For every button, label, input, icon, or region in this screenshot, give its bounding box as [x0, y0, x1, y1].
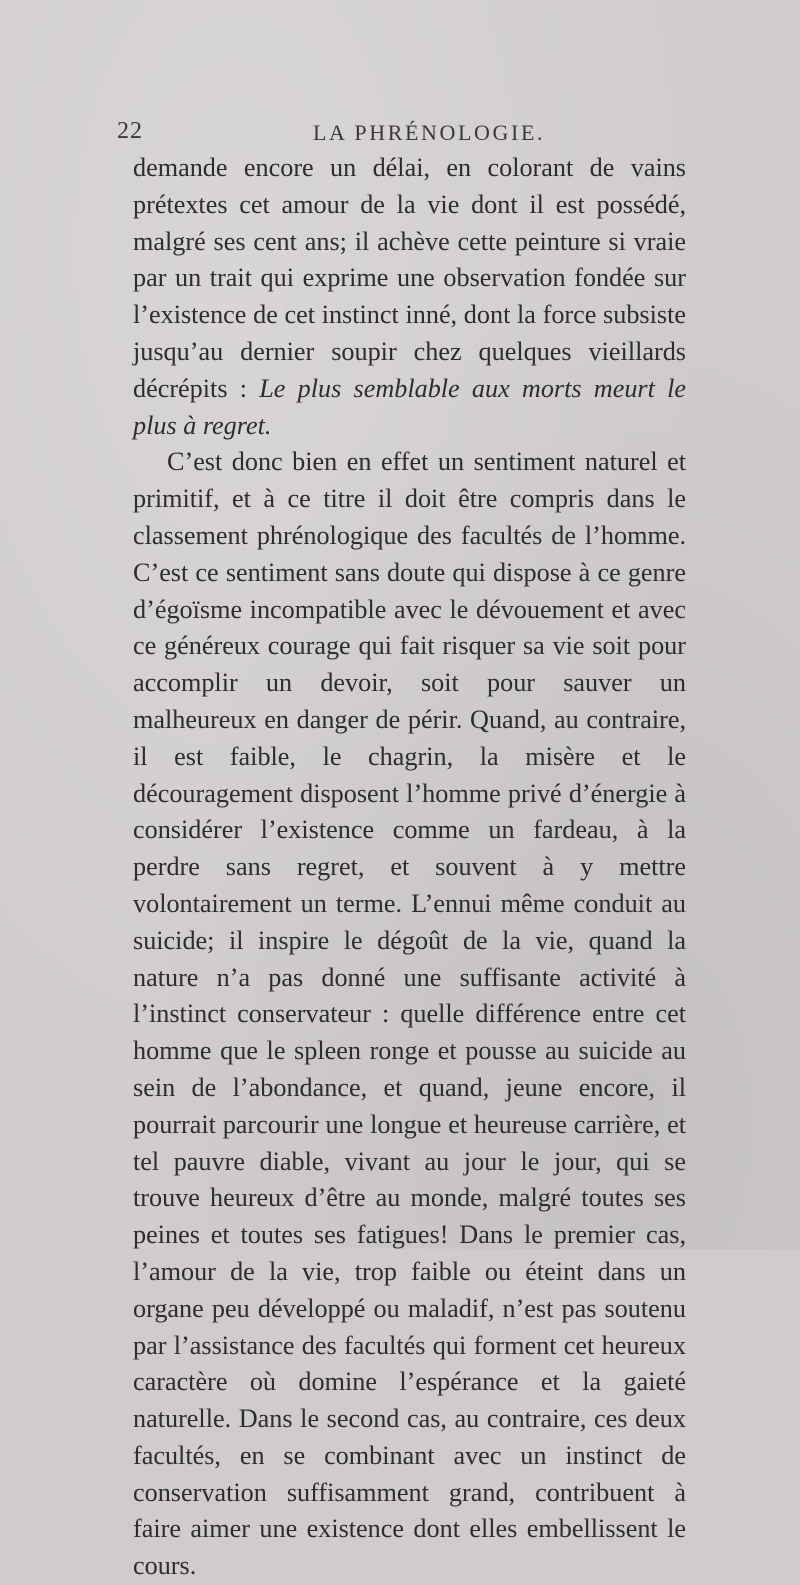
running-head: [117, 118, 687, 152]
italic-quotation: Le plus semblable aux morts meurt le plus à regret.: [133, 373, 687, 440]
paragraph-continued-text: demande encore un délai, en colorant de vains prétextes cet amour de la vie dont il est possédé, malgré ses cent ans; il achève cette peinture si vraie par un trait qui exprime une observation fondée sur l’existence de cet instinct inné, dont la force subsiste jusqu’au dernier soupir chez quelques vieillards décrépits :: [133, 153, 686, 403]
body-text: [133, 150, 686, 1585]
paragraph-continued: [133, 150, 686, 444]
page-number: 22: [117, 118, 143, 144]
running-title: LA PHRÉNOLOGIE.: [313, 120, 546, 145]
paragraph-main: C’est donc bien en effet un sentiment naturel et primitif, et à ce titre il doit être compris dans le classement phrénologique des facultés de l’homme. C’est ce sentiment sans doute qui dispose à ce genre d’égoïsme incompatible avec le dévouement et avec ce généreux courage qui fait risquer sa vie soit pour accomplir un devoir, soit pour sauver un malheureux en danger de périr. Quand, au contraire, il est faible, le chagrin, la misère et le découragement disposent l’homme privé d’énergie à considérer l’existence comme un fardeau, à la perdre sans regret, et souvent à y mettre volontairement un terme. L’ennui même conduit au suicide; il inspire le dégoût de la vie, quand la nature n’a pas donné une suffisante activité à l’instinct conservateur : quelle différence entre cet homme que le spleen ronge et pousse au suicide au sein de l’abondance, et quand, jeune encore, il pourrait parcourir une longue et heureuse carrière, et tel pauvre diable, vivant au jour le jour, qui se trouve heureux d’être au monde, malgré toutes ses peines et toutes ses fatigues! Dans le premier cas, l’amour de la vie, trop faible ou éteint dans un organe peu développé ou maladif, n’est pas soutenu par l’assistance des facultés qui forment cet heureux caractère où domine l’espérance et la gaieté naturelle. Dans le second cas, au contraire, ces deux facultés, en se combinant avec un instinct de conservation suffisamment grand, contribuent à faire aimer une existence dont elles embellissent le cours.: [133, 447, 686, 1581]
